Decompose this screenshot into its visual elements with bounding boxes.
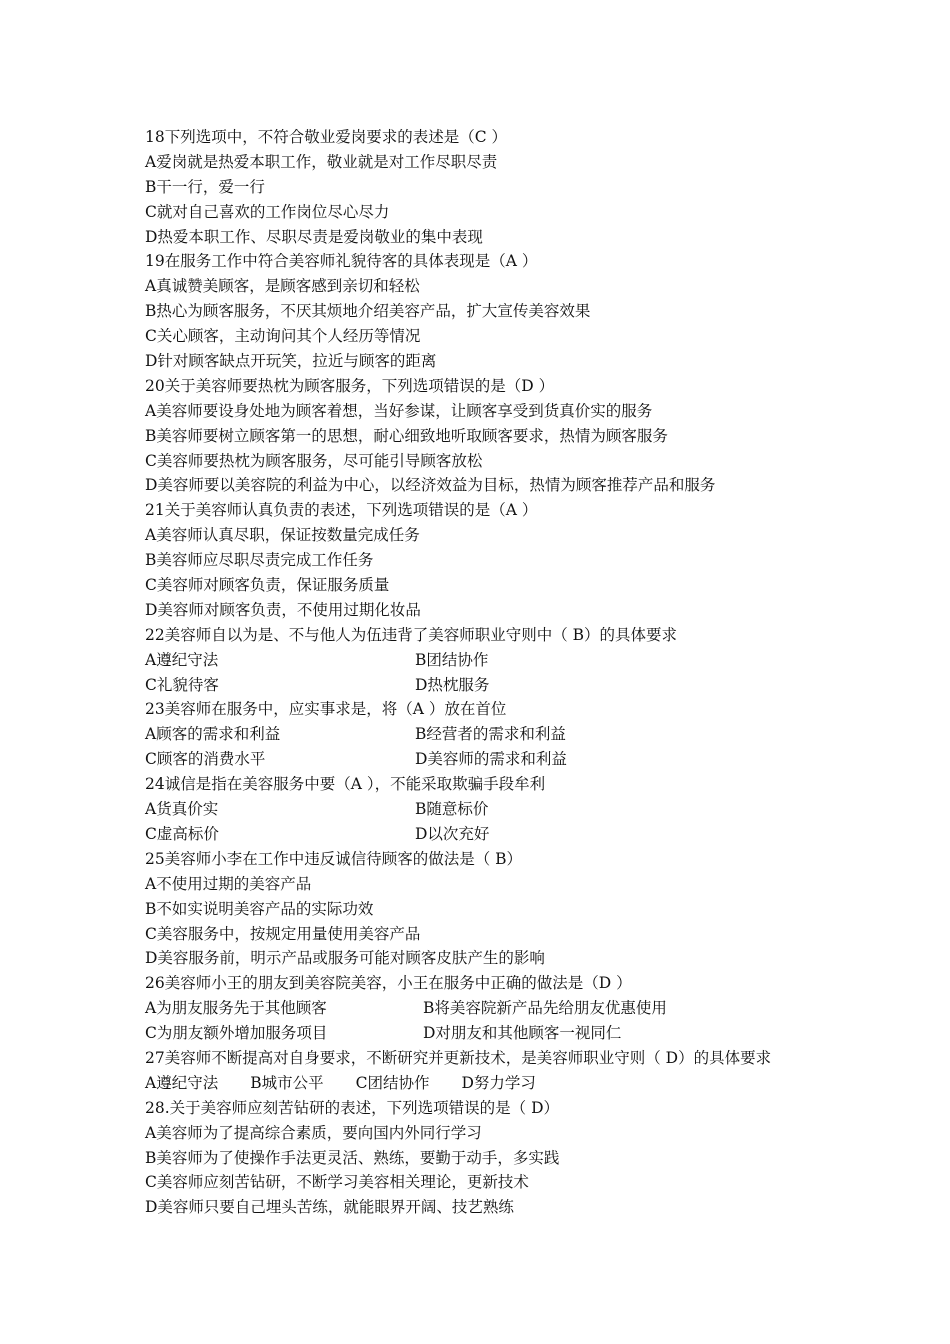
options-row-23-cd: [145, 747, 925, 772]
options-row-22-ab: [145, 648, 925, 673]
option-22-b: B团结协作: [415, 650, 489, 669]
question-23: 23美容师在服务中，应实事求是，将（A ）放在首位: [145, 700, 507, 719]
document-page: [145, 125, 925, 1220]
option-24-b: B随意标价: [415, 800, 489, 819]
option-19-b: B热心为顾客服务，不厌其烦地介绍美容产品，扩大宣传美容效果: [145, 302, 591, 321]
option-28-a: A美容师为了提高综合素质，要向国内外同行学习: [145, 1123, 482, 1142]
option-23-a: A顾客的需求和利益: [145, 725, 281, 744]
option-21-b: B美容师应尽职尽责完成工作任务: [145, 551, 374, 570]
option-25-c: C美容服务中，按规定用量使用美容产品: [145, 924, 421, 943]
question-26: 26美容师小王的朋友到美容院美容，小王在服务中正确的做法是（D ）: [145, 974, 632, 993]
option-27-b: B城市公平: [250, 1073, 324, 1092]
question-27: 27美容师不断提高对自身要求，不断研究并更新技术，是美容师职业守则（ D）的具体要求: [145, 1048, 772, 1067]
options-row-27: [145, 1071, 925, 1096]
option-26-b: B将美容院新产品先给朋友优惠使用: [423, 999, 667, 1018]
option-28-b: B美容师为了使操作手法更灵活、熟练，要勤于动手，多实践: [145, 1148, 560, 1167]
option-19-c: C关心顾客，主动询问其个人经历等情况: [145, 327, 421, 346]
options-row-24-cd: [145, 822, 925, 847]
question-28: 28.关于美容师应刻苦钻研的表述，下列选项错误的是（ D）: [145, 1098, 560, 1117]
option-18-c: C就对自己喜欢的工作岗位尽心尽力: [145, 202, 390, 221]
option-20-a: A美容师要设身处地为顾客着想，当好参谋，让顾客享受到货真价实的服务: [145, 401, 653, 420]
option-20-b: B美容师要树立顾客第一的思想，耐心细致地听取顾客要求，热情为顾客服务: [145, 426, 668, 445]
options-row-26-cd: [145, 1021, 925, 1046]
option-27-d: D努力学习: [461, 1073, 536, 1092]
option-22-a: A遵纪守法: [145, 650, 219, 669]
question-22: 22美容师自以为是、不与他人为伍违背了美容师职业守则中（ B）的具体要求: [145, 625, 678, 644]
option-27-c: C团结协作: [355, 1073, 430, 1092]
option-25-a: A不使用过期的美容产品: [145, 874, 312, 893]
question-21: 21关于美容师认真负责的表述，下列选项错误的是（A ）: [145, 501, 538, 520]
option-25-d: D美容服务前，明示产品或服务可能对顾客皮肤产生的影响: [145, 949, 545, 968]
options-row-24-ab: [145, 797, 925, 822]
question-18: 18下列选项中，不符合敬业爱岗要求的表述是（C ）: [145, 128, 508, 146]
option-25-b: B不如实说明美容产品的实际功效: [145, 899, 374, 918]
option-26-c: C为朋友额外增加服务项目: [145, 1024, 328, 1043]
option-27-a: A遵纪守法: [145, 1073, 219, 1092]
option-24-d: D以次充好: [415, 824, 490, 843]
question-24: 24诚信是指在美容服务中要（A ），不能采取欺骗手段牟利: [145, 775, 546, 794]
option-18-d: D热爱本职工作、尽职尽责是爱岗敬业的集中表现: [145, 227, 483, 246]
question-25: 25美容师小李在工作中违反诚信待顾客的做法是（ B）: [145, 849, 523, 868]
option-21-d: D美容师对顾客负责，不使用过期化妆品: [145, 600, 421, 619]
option-26-d: D对朋友和其他顾客一视同仁: [423, 1024, 622, 1043]
option-24-a: A货真价实: [145, 800, 219, 819]
option-23-b: B经营者的需求和利益: [415, 725, 566, 744]
option-23-c: C顾客的消费水平: [145, 750, 266, 769]
options-row-22-cd: [145, 673, 925, 698]
option-18-a: A爱岗就是热爱本职工作，敬业就是对工作尽职尽责: [145, 152, 498, 171]
question-19: 19在服务工作中符合美容师礼貌待客的具体表现是（A ）: [145, 252, 538, 271]
option-28-c: C美容师应刻苦钻研，不断学习美容相关理论，更新技术: [145, 1173, 529, 1192]
option-24-c: C虚高标价: [145, 824, 219, 843]
option-20-d: D美容师要以美容院的利益为中心，以经济效益为目标，热情为顾客推荐产品和服务: [145, 476, 716, 495]
option-22-d: D热枕服务: [415, 675, 490, 694]
options-row-23-ab: [145, 722, 925, 747]
option-23-d: D美容师的需求和利益: [415, 750, 567, 769]
option-21-a: A美容师认真尽职，保证按数量完成任务: [145, 526, 420, 545]
option-19-a: A真诚赞美顾客，是顾客感到亲切和轻松: [145, 277, 420, 296]
options-row-26-ab: [145, 996, 925, 1021]
option-21-c: C美容师对顾客负责，保证服务质量: [145, 576, 390, 595]
option-19-d: D针对顾客缺点开玩笑，拉近与顾客的距离: [145, 352, 437, 371]
option-28-d: D美容师只要自己埋头苦练，就能眼界开阔、技艺熟练: [145, 1198, 514, 1217]
option-26-a: A为朋友服务先于其他顾客: [145, 999, 327, 1018]
option-22-c: C礼貌待客: [145, 675, 219, 694]
option-18-b: B干一行，爱一行: [145, 177, 265, 196]
question-20: 20关于美容师要热枕为顾客服务，下列选项错误的是（D ）: [145, 376, 555, 395]
option-20-c: C美容师要热枕为顾客服务，尽可能引导顾客放松: [145, 451, 483, 470]
